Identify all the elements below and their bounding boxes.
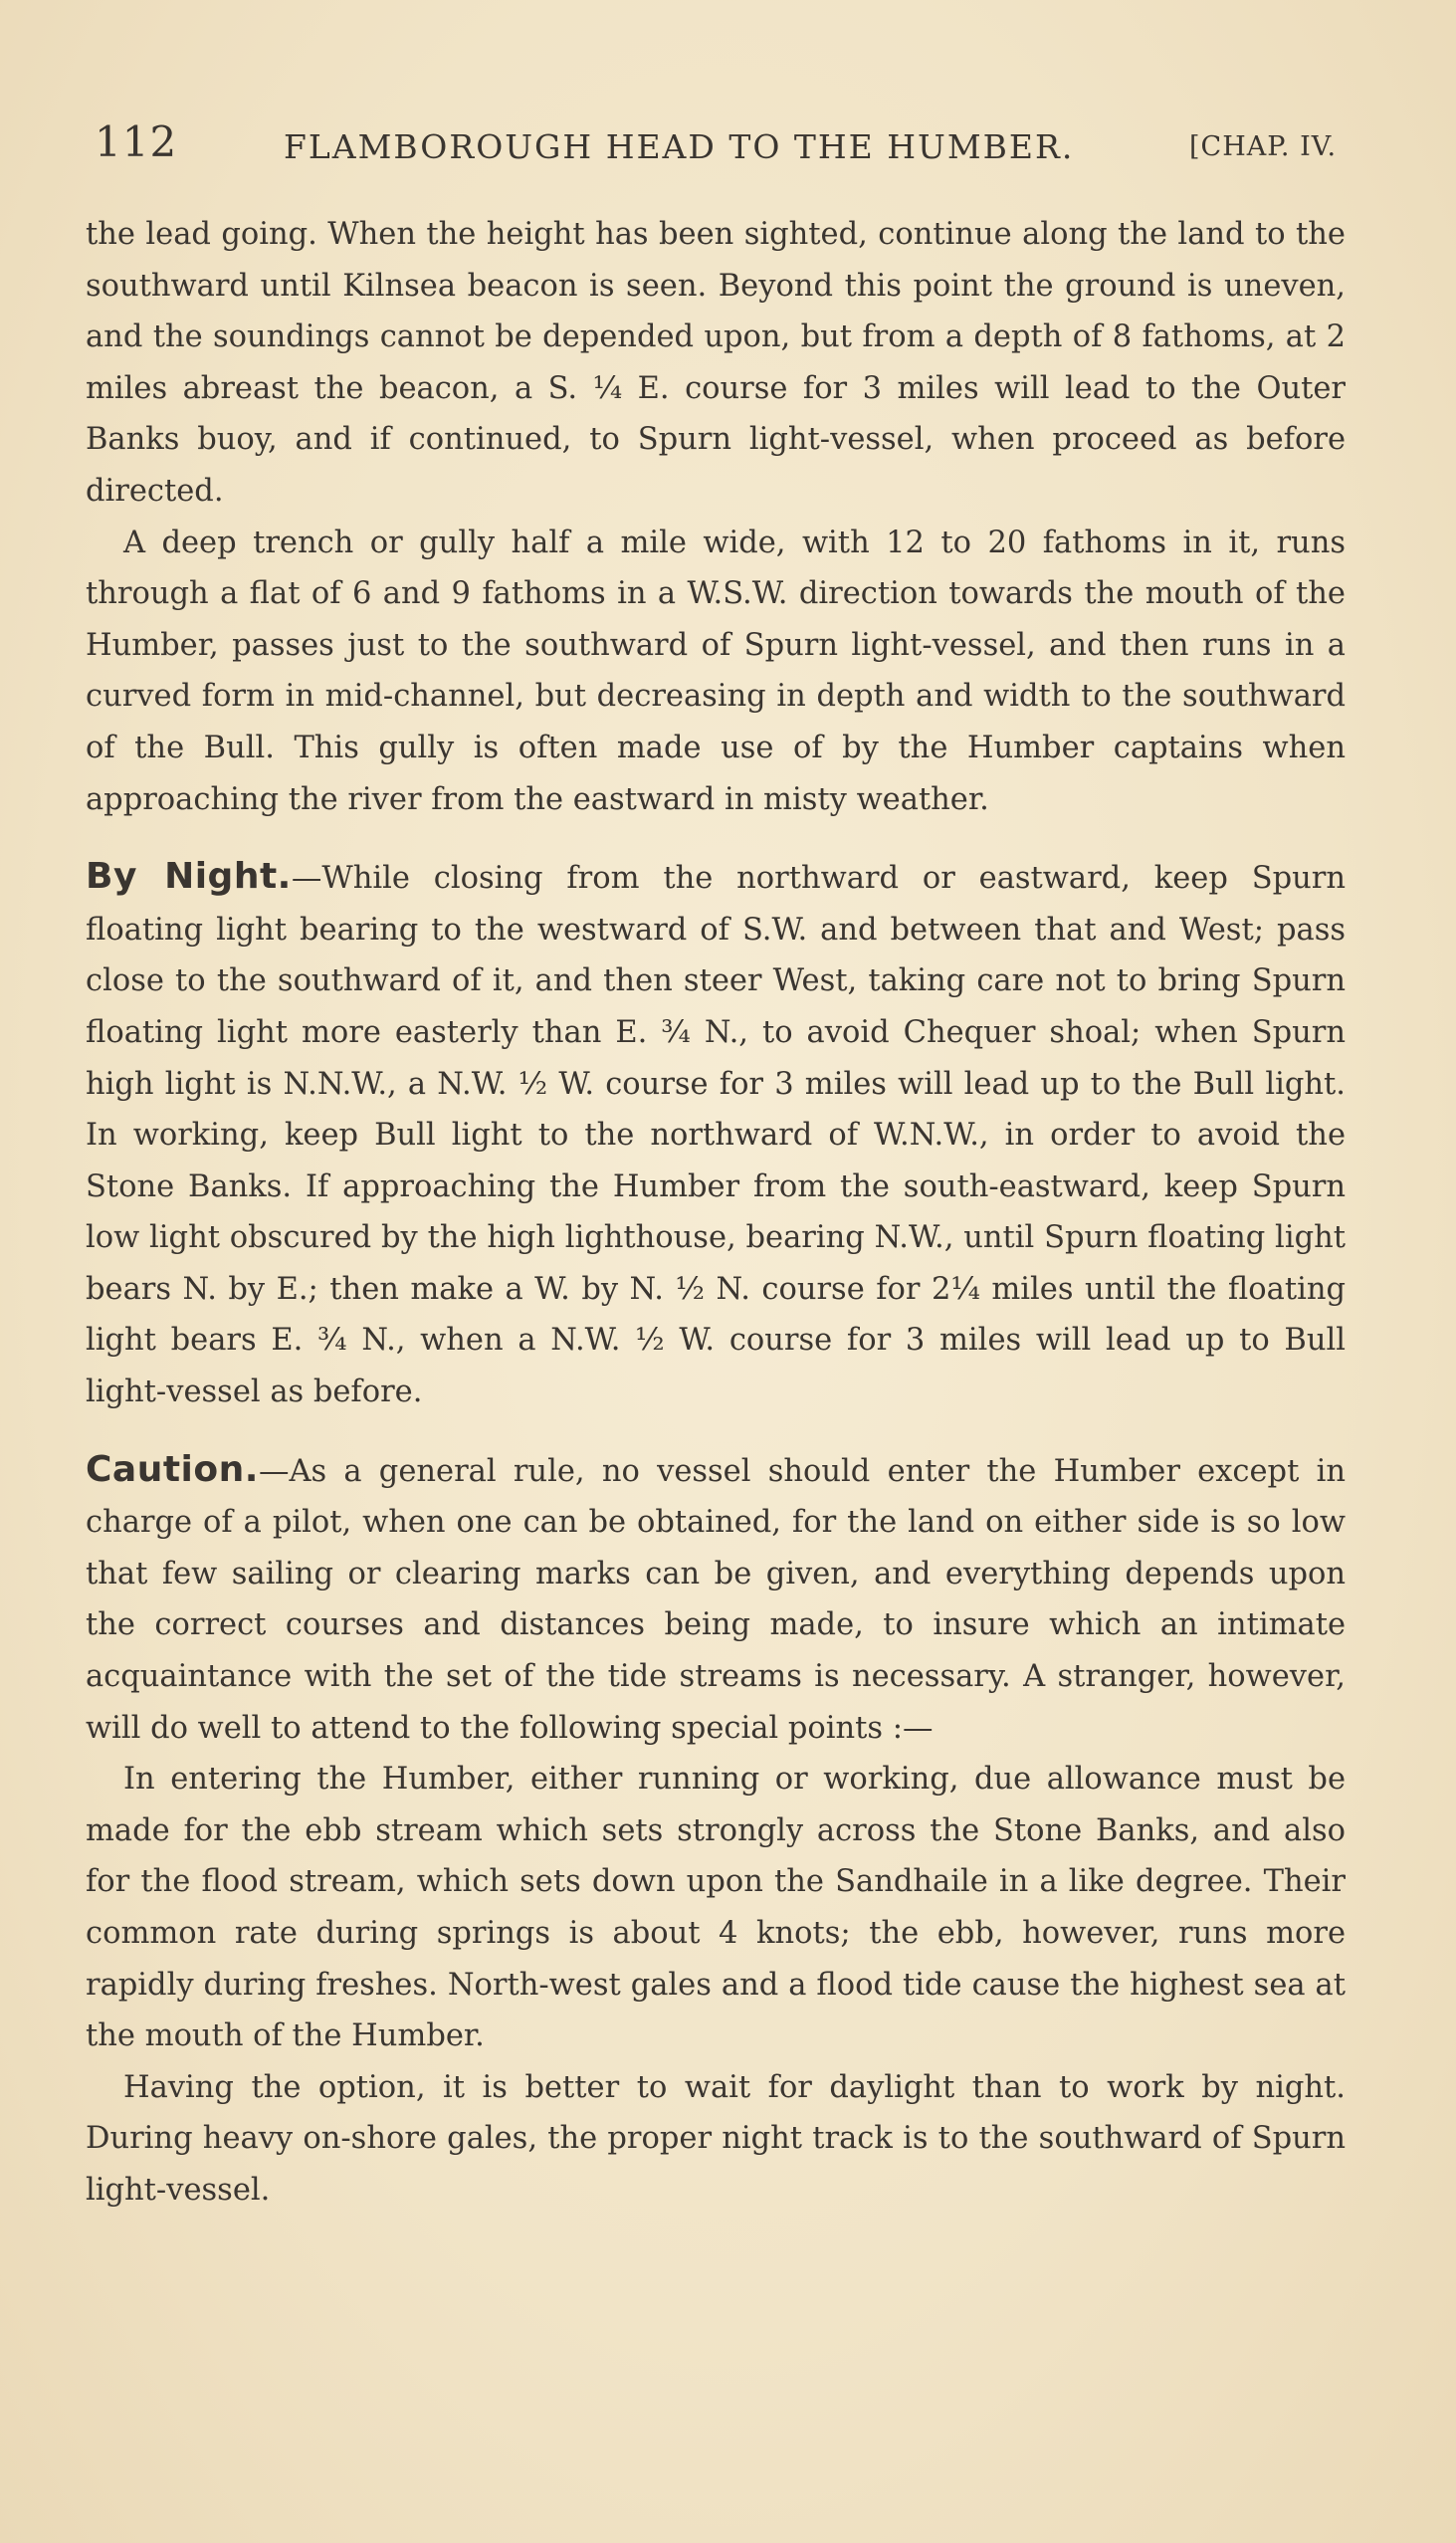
paragraph-text: In entering the Humber, either running or working, due allowance must be made for the ebb stream which sets strongly across the Stone Banks, and also for the flood stream, which sets down upon the Sandhaile in a like degree. Their common rate during springs is about 4 knots; the ebb, however, runs more rapidly during freshes. North-west gales and a flood tide cause the highest sea at the mouth of the Humber. <box>86 1762 1346 2054</box>
paragraph-text: —While closing from the northward or eastward, keep Spurn floating light bearing to the westward of S.W. and between that and West; pass close to the southward of it, and then steer West, taking care not to bring Spurn floating light more easterly than E. ¾ N., to avoid Chequer shoal; when Spurn high light is N.N.W., a N.W. ½ W. course for 3 miles will lead up to the Bull light. In working, keep Bull light to the northward of W.N.W., in order to avoid the Stone Banks. If approaching the Humber from the south-eastward, keep Spurn low light obscured by the high lighthouse, bearing N.W., until Spurn floating light bears N. by E.; then make a W. by N. ½ N. course for 2¼ miles until the floating light bears E. ¾ N., when a N.W. ½ W. course for 3 miles will lead up to Bull light-vessel as before. <box>86 861 1346 1410</box>
paragraph-deep-trench <box>86 518 1346 826</box>
running-title: FLAMBOROUGH HEAD TO THE HUMBER. <box>284 127 1075 166</box>
body-text <box>86 209 1346 2217</box>
paragraph-text: —As a general rule, no vessel should enter the Humber except in charge of a pilot, when one can be obtained, for the land on either side is so low that few sailing or clearing marks can be given, and everything depends upon the correct courses and distances being made, to insure which an intimate acquaintance with the set of the tide streams is necessary. A stranger, however, will do well to attend to the following special points :— <box>86 1453 1346 1746</box>
page-header <box>95 117 1378 177</box>
paragraph-text: the lead going. When the height has been sighted, continue along the land to the southward until Kilnsea beacon is seen. Beyond this point the ground is uneven, and the soundings cannot be depended upon, but from a depth of 8 fathoms, at 2 miles abreast the beacon, a S. ¼ E. course for 3 miles will lead to the Outer Banks buoy, and if continued, to Spurn light-vessel, when proceed as before directed. <box>86 217 1346 509</box>
chapter-reference: [CHAP. IV. <box>1189 131 1338 162</box>
paragraph-caution <box>86 1444 1346 1755</box>
paragraph-entering-humber <box>86 1754 1346 2062</box>
paragraph-text: Having the option, it is better to wait for daylight than to work by night. During heavy on-shore gales, the proper night track is to the southward of Spurn light-vessel. <box>86 2069 1346 2208</box>
paragraph-lead-going <box>86 209 1346 518</box>
page-number: 112 <box>95 117 178 166</box>
section-heading-caution: Caution. <box>86 1448 259 1490</box>
paragraph-daylight-option <box>86 2062 1346 2217</box>
paragraph-text: A deep trench or gully half a mile wide, with 12 to 20 fathoms in it, runs through a flat of 6 and 9 fathoms in a W.S.W. direction towards the mouth of the Humber, passes just to the southward of Spurn light-vessel, and then runs in a curved form in mid-channel, but decreasing in depth and width to the southward of the Bull. This gully is often made use of by the Humber captains when approaching the river from the eastward in misty weather. <box>86 525 1346 817</box>
section-heading-by-night: By Night. <box>86 856 292 898</box>
paragraph-by-night <box>86 851 1346 1418</box>
